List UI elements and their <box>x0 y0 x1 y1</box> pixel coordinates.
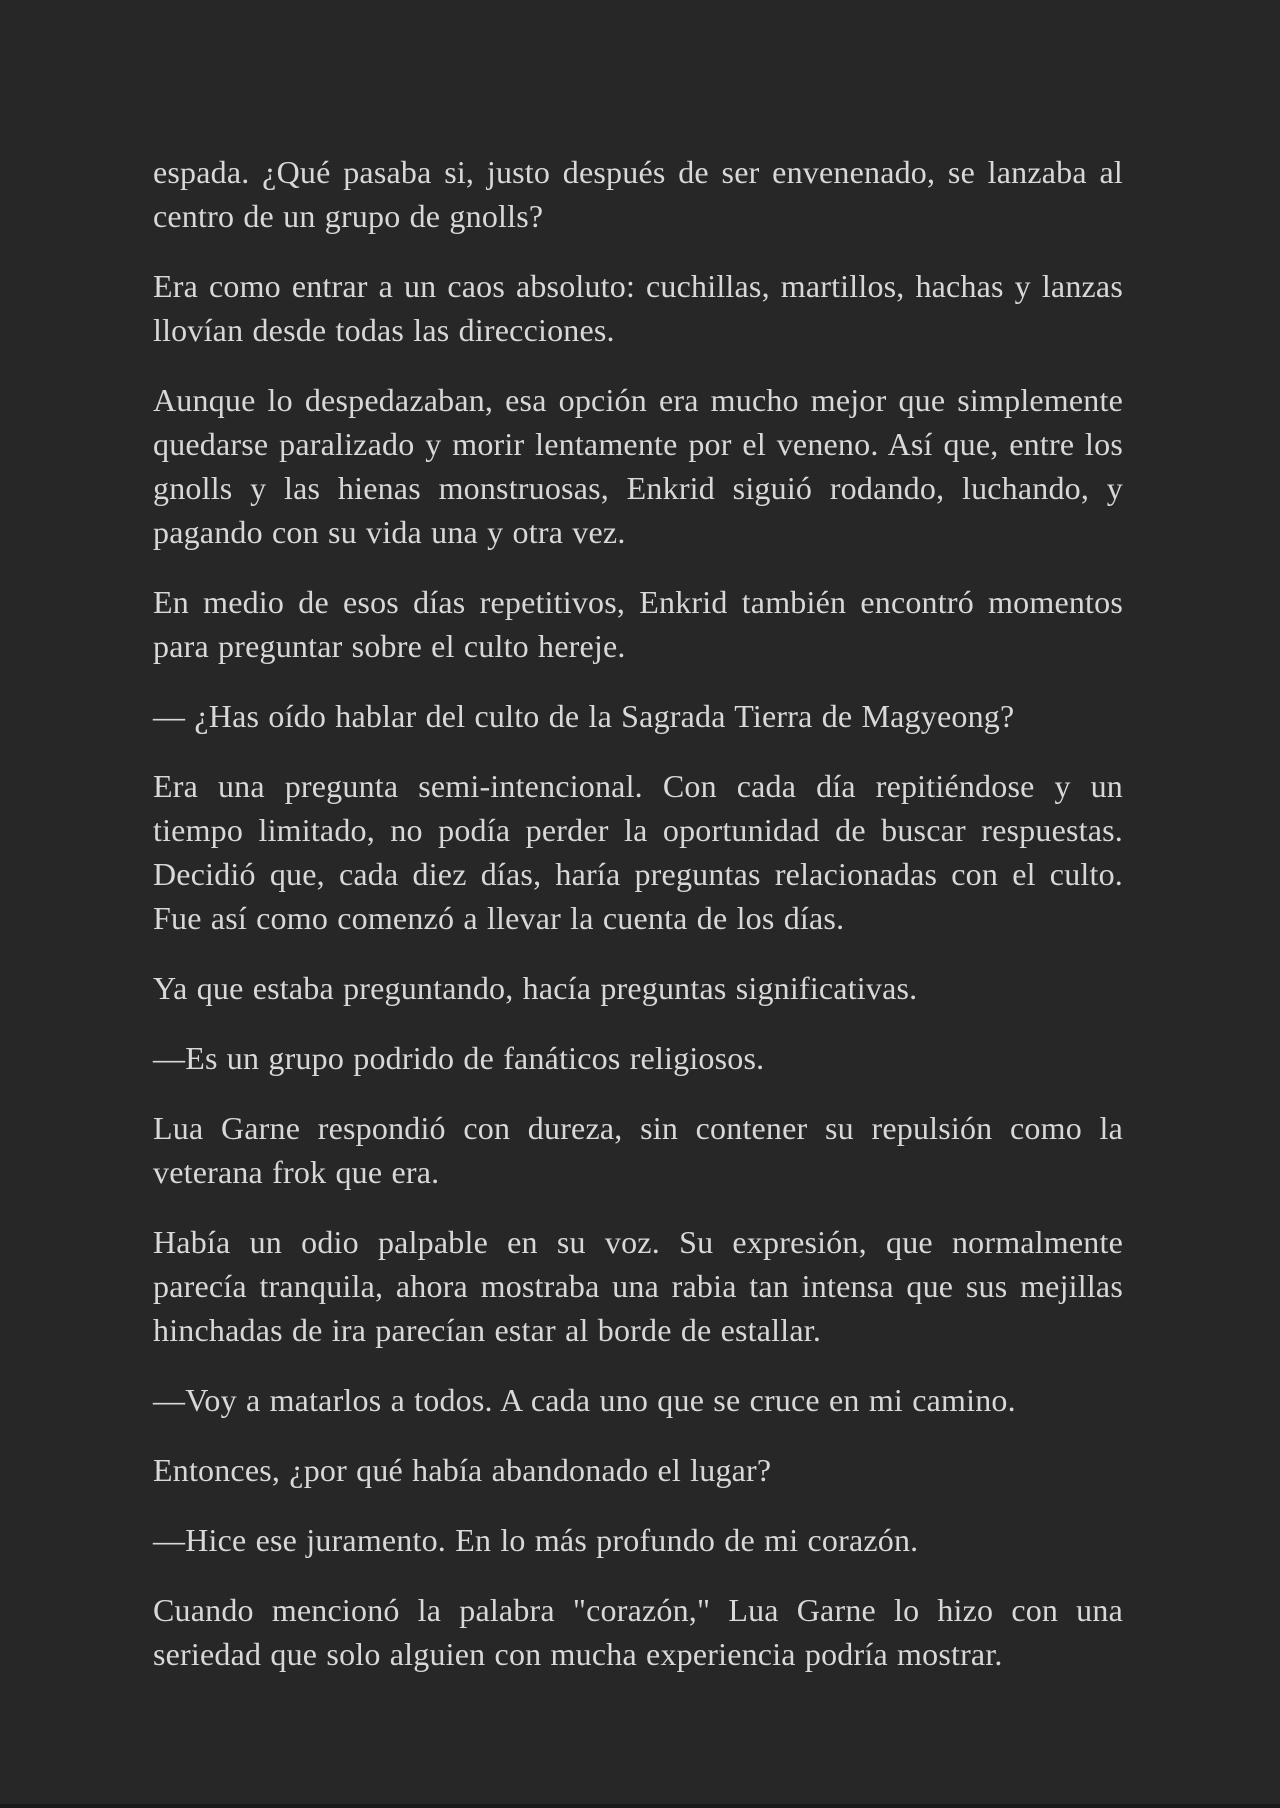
chapter-text-column <box>153 150 1123 1702</box>
paragraph: Había un odio palpable en su voz. Su expresión, que normalmente parecía tranquila, ahora mostraba una rabia tan intensa que sus mejillas hinchadas de ira parecían estar al borde de estallar. <box>153 1224 1123 1348</box>
paragraph: Cuando mencionó la palabra "corazón," Lua Garne lo hizo con una seriedad que solo alguien con mucha experiencia podría mostrar. <box>153 1592 1123 1672</box>
paragraph: Entonces, ¿por qué había abandonado el lugar? <box>153 1452 772 1488</box>
paragraph: espada. ¿Qué pasaba si, justo después de ser envenenado, se lanzaba al centro de un grupo de gnolls? <box>153 154 1123 234</box>
paragraph: Aunque lo despedazaban, esa opción era mucho mejor que simplemente quedarse paralizado y morir lentamente por el veneno. Así que, entre los gnolls y las hienas monstruosas, Enkrid siguió rodando, luchando, y pagando con su vida una y otra vez. <box>153 382 1123 550</box>
paragraph: En medio de esos días repetitivos, Enkrid también encontró momentos para preguntar sobre el culto hereje. <box>153 584 1123 664</box>
paragraph: Era una pregunta semi-intencional. Con cada día repitiéndose y un tiempo limitado, no podía perder la oportunidad de buscar respuestas. Decidió que, cada diez días, haría preguntas relacionadas con el culto. Fue así como comenzó a llevar la cuenta de los días. <box>153 768 1123 936</box>
page-bottom-edge <box>0 1804 1280 1808</box>
paragraph-dialogue: — ¿Has oído hablar del culto de la Sagrada Tierra de Magyeong? <box>153 698 1015 734</box>
paragraph: Era como entrar a un caos absoluto: cuchillas, martillos, hachas y lanzas llovían desde todas las direcciones. <box>153 268 1123 348</box>
paragraph-dialogue: —Voy a matarlos a todos. A cada uno que se cruce en mi camino. <box>153 1382 1016 1418</box>
paragraph: Lua Garne respondió con dureza, sin contener su repulsión como la veterana frok que era. <box>153 1110 1123 1190</box>
paragraph-dialogue: —Hice ese juramento. En lo más profundo de mi corazón. <box>153 1522 919 1558</box>
paragraph: Ya que estaba preguntando, hacía preguntas significativas. <box>153 970 918 1006</box>
paragraph-dialogue: —Es un grupo podrido de fanáticos religiosos. <box>153 1040 765 1076</box>
